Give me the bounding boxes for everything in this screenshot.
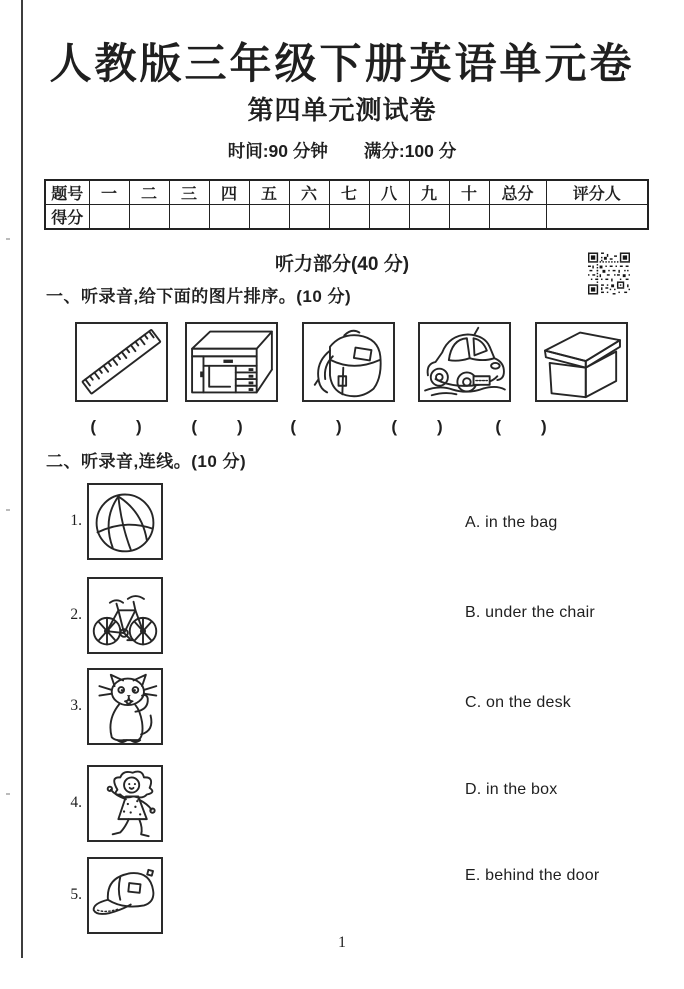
ball-icon bbox=[89, 485, 161, 558]
score-table-header-cell: 七 bbox=[329, 180, 369, 205]
score-row-label: 得分 bbox=[45, 205, 89, 230]
exam-info-row bbox=[0, 138, 684, 163]
match-item-number: 2. bbox=[70, 606, 82, 623]
picture-box bbox=[418, 322, 511, 402]
picture-box bbox=[87, 668, 163, 745]
answer-slot: ( ) bbox=[391, 417, 445, 436]
qr-code bbox=[588, 251, 630, 296]
score-input-cell bbox=[249, 205, 289, 230]
picture-box bbox=[87, 483, 163, 560]
score-input-cell bbox=[409, 205, 449, 230]
ruler-icon bbox=[77, 324, 166, 400]
score-input-cell bbox=[89, 205, 129, 230]
score-table-header-cell: 九 bbox=[409, 180, 449, 205]
time-limit-label: 时间:90 分钟 bbox=[227, 141, 328, 161]
match-option: E. behind the door bbox=[465, 867, 600, 884]
match-item-number: 3. bbox=[70, 697, 82, 714]
cap-icon bbox=[89, 859, 161, 932]
cat-icon bbox=[89, 670, 161, 743]
score-table-header-cell: 三 bbox=[169, 180, 209, 205]
score-table-header-cell: 六 bbox=[289, 180, 329, 205]
score-table-header-cell: 总分 bbox=[489, 180, 546, 205]
score-input-cell bbox=[369, 205, 409, 230]
score-table-header-cell: 四 bbox=[209, 180, 249, 205]
match-option: B. under the chair bbox=[465, 604, 595, 621]
match-item-number: 4. bbox=[70, 794, 82, 811]
paper-title: 人教版三年级下册英语单元卷 bbox=[49, 40, 635, 87]
answer-slot: ( ) bbox=[191, 417, 245, 436]
picture-box bbox=[87, 577, 163, 654]
paper-subtitle: 第四单元测试卷 bbox=[247, 95, 437, 125]
score-table bbox=[44, 179, 649, 230]
score-table-header-cell: 一 bbox=[89, 180, 129, 205]
girl-icon bbox=[89, 767, 161, 840]
match-option: D. in the box bbox=[465, 781, 558, 798]
full-score-label: 满分:100 分 bbox=[363, 141, 457, 161]
scan-tick-mark bbox=[6, 509, 10, 511]
listening-section-title: 听力部分(40 分) bbox=[274, 254, 410, 275]
answer-slot: ( ) bbox=[90, 417, 144, 436]
schoolbag-icon bbox=[304, 324, 393, 400]
score-table-header-cell: 五 bbox=[249, 180, 289, 205]
bicycle-icon bbox=[89, 579, 161, 652]
score-input-cell bbox=[289, 205, 329, 230]
score-input-cell bbox=[449, 205, 489, 230]
part2-heading: 二、听录音,连线。(10 分) bbox=[46, 452, 247, 471]
score-input-cell bbox=[129, 205, 169, 230]
picture-box bbox=[75, 322, 168, 402]
picture-box bbox=[87, 857, 163, 934]
picture-box bbox=[87, 765, 163, 842]
part1-heading: 一、听录音,给下面的图片排序。(10 分) bbox=[46, 287, 352, 306]
desk-icon bbox=[187, 324, 276, 400]
score-input-cell bbox=[546, 205, 648, 230]
storage-box-icon bbox=[537, 324, 626, 400]
score-input-cell bbox=[489, 205, 546, 230]
scan-tick-mark bbox=[6, 793, 10, 795]
score-table-header-cell: 二 bbox=[129, 180, 169, 205]
score-input-cell bbox=[209, 205, 249, 230]
page-number: 1 bbox=[338, 934, 346, 951]
match-item-number: 5. bbox=[70, 886, 82, 903]
score-table-header-cell: 十 bbox=[449, 180, 489, 205]
match-item-number: 1. bbox=[70, 512, 82, 529]
score-table-header-cell: 题号 bbox=[45, 180, 89, 205]
answer-slot: ( ) bbox=[495, 417, 549, 436]
match-option: A. in the bag bbox=[465, 514, 558, 531]
car-icon bbox=[420, 324, 509, 400]
score-table-header-cell: 评分人 bbox=[546, 180, 648, 205]
score-input-cell bbox=[169, 205, 209, 230]
scan-tick-mark bbox=[6, 238, 10, 240]
picture-box bbox=[302, 322, 395, 402]
score-input-cell bbox=[329, 205, 369, 230]
match-option: C. on the desk bbox=[465, 694, 571, 711]
score-table-header-cell: 八 bbox=[369, 180, 409, 205]
score-table-score-row bbox=[45, 205, 648, 230]
picture-box bbox=[535, 322, 628, 402]
picture-box bbox=[185, 322, 278, 402]
score-table-header-row bbox=[45, 180, 648, 205]
answer-slot: ( ) bbox=[290, 417, 344, 436]
